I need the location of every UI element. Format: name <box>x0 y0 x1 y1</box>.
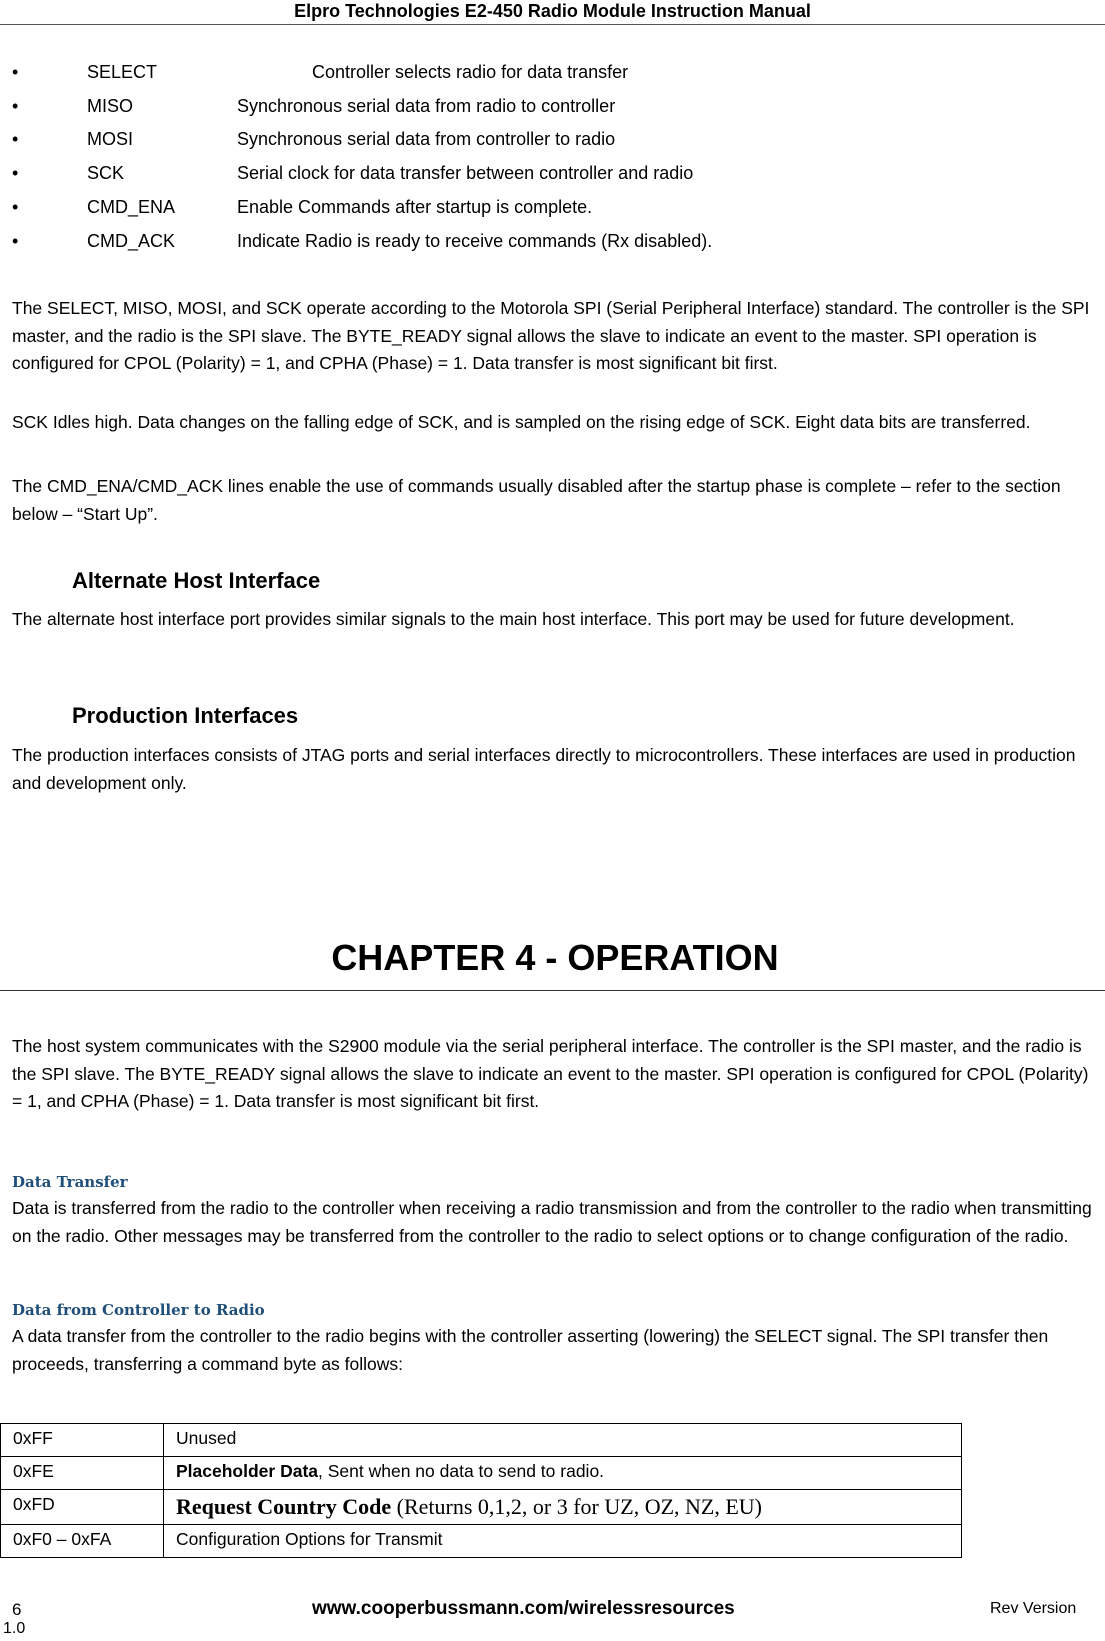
header-rule <box>0 24 1105 25</box>
footer-rev: Rev Version <box>990 1600 1077 1617</box>
command-desc: Configuration Options for Transmit <box>164 1525 962 1558</box>
sck-paragraph: SCK Idles high. Data changes on the falling edge of SCK, and is sampled on the rising edge of SCK. Eight data bits are transferred. <box>12 412 1031 432</box>
page-header-title: Elpro Technologies E2-450 Radio Module Instruction Manual <box>294 1 811 21</box>
command-desc: Placeholder Data, Sent when no data to send to radio. <box>164 1457 962 1490</box>
alt-host-paragraph: The alternate host interface port provides similar signals to the main host interface. This port may be used for future development. <box>12 609 1015 629</box>
table-row <box>1 1525 962 1558</box>
signal-desc: Indicate Radio is ready to receive commands (Rx disabled). <box>237 231 713 251</box>
table-row <box>1 1424 962 1457</box>
signal-desc: Synchronous serial data from radio to controller <box>237 96 616 116</box>
command-table <box>0 1423 962 1558</box>
spi-paragraph: The SELECT, MISO, MOSI, and SCK operate according to the Motorola SPI (Serial Peripheral Interface) standard. The controller is the SPI master, and the radio is the SPI slave. The BYTE_READY signal allows the slave to indicate an event to the master. SPI operation is configured for CPOL (Polarity) = 1, and CPHA (Phase) = 1. Data transfer is most significant bit first. <box>12 298 1090 373</box>
signal-name: SELECT <box>87 62 158 82</box>
data-from-controller-paragraph: A data transfer from the controller to the radio begins with the controller asserting (lowering) the SELECT signal. The SPI transfer then proceeds, transferring a command byte as follows: <box>12 1326 1049 1374</box>
signal-desc: Synchronous serial data from controller to radio <box>237 129 616 149</box>
footer-url: www.cooperbussmann.com/wirelessresources <box>312 1598 735 1619</box>
production-paragraph: The production interfaces consists of JTAG ports and serial interfaces directly to microcontrollers. These interfaces are used in production and development only. <box>12 745 1076 793</box>
bullet: • <box>12 62 19 82</box>
footer-rev-num: 1.0 <box>3 1620 26 1637</box>
command-code: 0xF0 – 0xFA <box>1 1525 164 1558</box>
command-code: 0xFE <box>1 1457 164 1490</box>
bullet: • <box>12 129 19 149</box>
alt-host-heading: Alternate Host Interface <box>72 568 321 593</box>
chapter-intro: The host system communicates with the S2900 module via the serial peripheral interface. The controller is the SPI master, and the radio is the SPI slave. The BYTE_READY signal allows the slave to indicate an event to the master. SPI operation is configured for CPOL (Polarity) = 1, and CPHA (Phase) = 1. Data transfer is most significant bit first. <box>12 1036 1089 1111</box>
command-desc: Request Country Code (Returns 0,1,2, or 3 for UZ, OZ, NZ, EU) <box>164 1490 962 1525</box>
production-heading: Production Interfaces <box>72 703 299 728</box>
signal-desc: Serial clock for data transfer between controller and radio <box>237 163 694 183</box>
command-code: 0xFD <box>1 1490 164 1525</box>
cmd-paragraph: The CMD_ENA/CMD_ACK lines enable the use of commands usually disabled after the startup phase is complete – refer to the section below – “Start Up”. <box>12 476 1061 524</box>
signal-name: MOSI <box>87 129 134 149</box>
data-transfer-paragraph: Data is transferred from the radio to the controller when receiving a radio transmission and from the controller to the radio when transmitting on the radio. Other messages may be transferred from the controller to the radio to select options or to change configuration of the radio. <box>12 1198 1092 1246</box>
bullet: • <box>12 96 19 116</box>
chapter-rule <box>0 990 1105 991</box>
signal-name: SCK <box>87 163 125 183</box>
footer-page-number: 6 <box>12 1600 22 1619</box>
signal-name: MISO <box>87 96 134 116</box>
chapter-title: CHAPTER 4 - OPERATION <box>331 937 779 978</box>
signal-desc: Enable Commands after startup is complete. <box>237 197 593 217</box>
command-desc: Unused <box>164 1424 962 1457</box>
table-row <box>1 1457 962 1490</box>
data-from-controller-heading: Data from Controller to Radio <box>12 1301 265 1319</box>
command-code: 0xFF <box>1 1424 164 1457</box>
table-row <box>1 1490 962 1525</box>
signal-desc: Controller selects radio for data transfer <box>312 62 629 82</box>
signal-name: CMD_ACK <box>87 231 176 251</box>
bullet: • <box>12 231 19 251</box>
bullet: • <box>12 163 19 183</box>
signal-name: CMD_ENA <box>87 197 176 217</box>
data-transfer-heading: Data Transfer <box>12 1173 128 1191</box>
bullet: • <box>12 197 19 217</box>
